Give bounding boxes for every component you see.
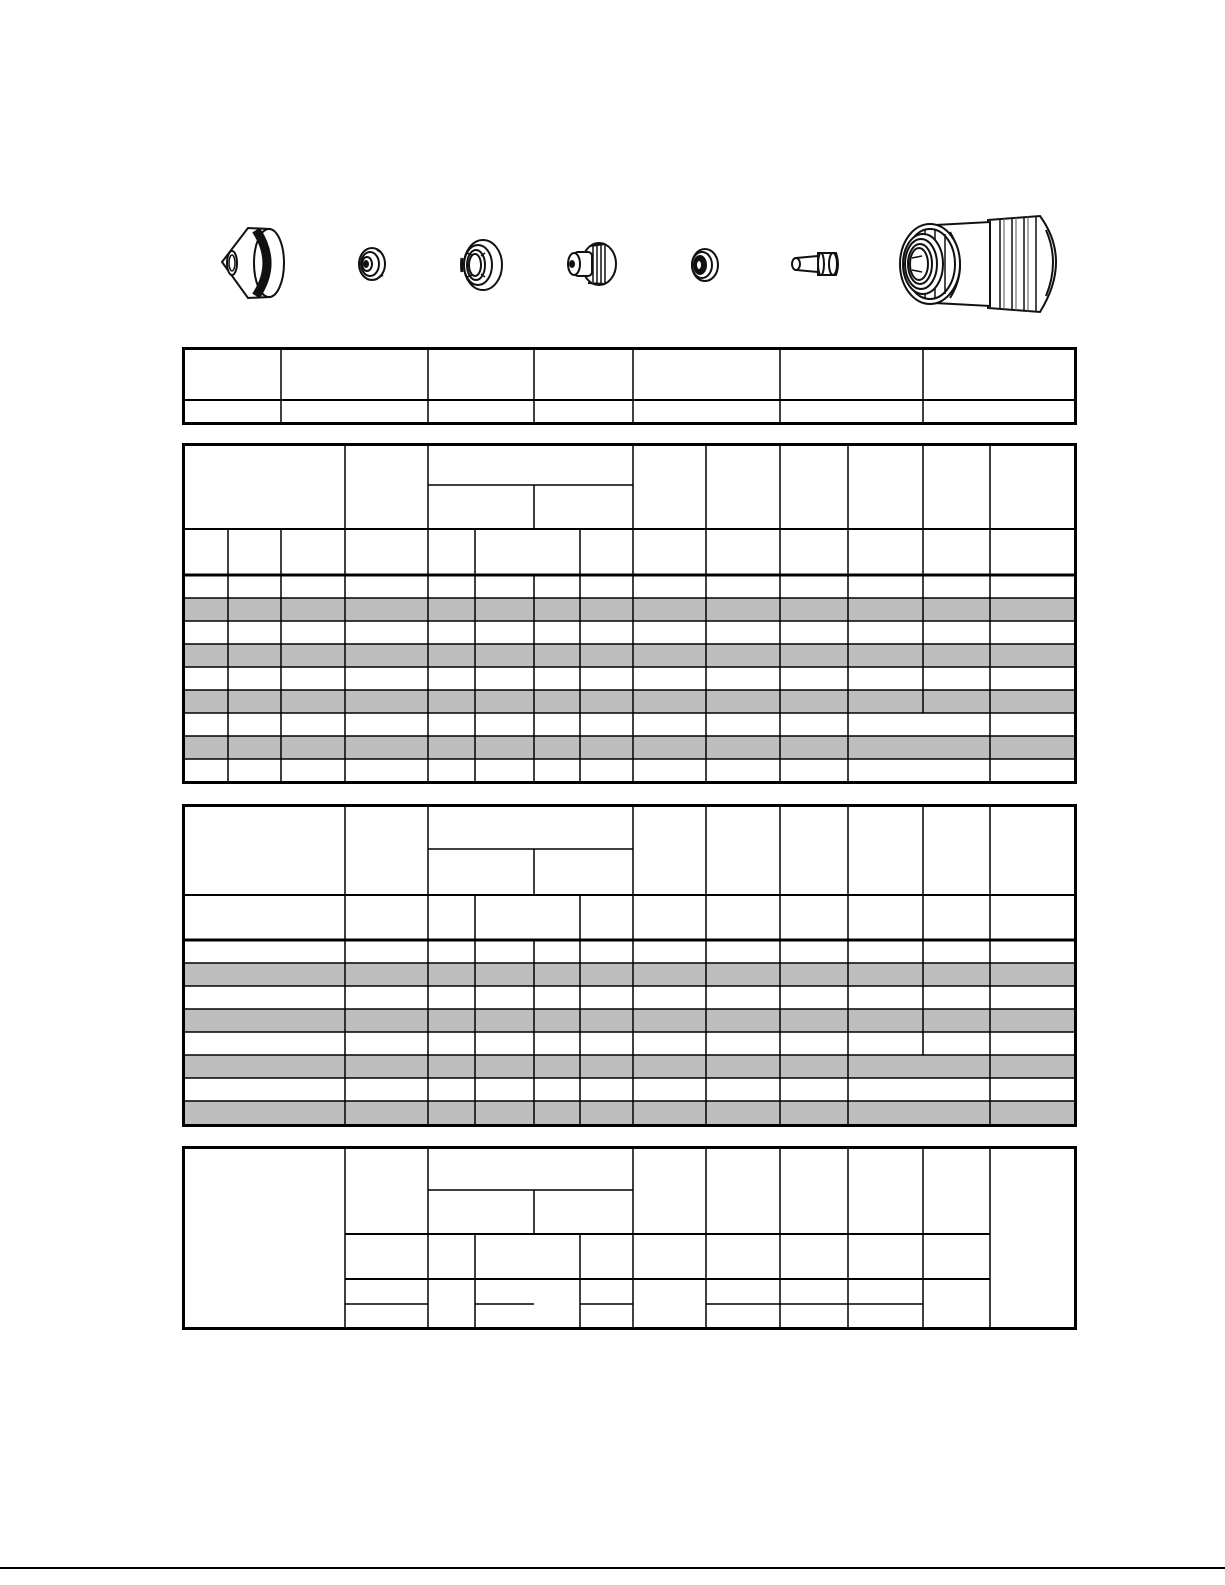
shaded-row [182,598,1077,621]
shaded-row [182,690,1077,713]
footer-rule [0,1567,1225,1569]
shield-icon [222,228,284,298]
shield-cap-icon [359,248,385,280]
shaded-row [182,644,1077,667]
cut-chart-table-3 [182,1146,1077,1330]
shaded-row [182,1055,1077,1078]
parts-table [182,347,1077,425]
electrode-icon [792,253,838,275]
table-border [184,1148,1076,1329]
cut-chart-table-2 [182,804,1077,1127]
shaded-row [182,1009,1077,1032]
shaded-row [182,1101,1077,1124]
torch-body-icon [900,216,1056,312]
shaded-row [182,963,1077,986]
cut-chart-table-1 [182,443,1077,784]
nozzle-icon [568,243,616,285]
swirl-ring-icon [692,249,718,281]
retaining-cap-icon [462,240,503,290]
shaded-row [182,736,1077,759]
consumable-parts-row [0,0,1225,340]
table-border [184,349,1076,424]
